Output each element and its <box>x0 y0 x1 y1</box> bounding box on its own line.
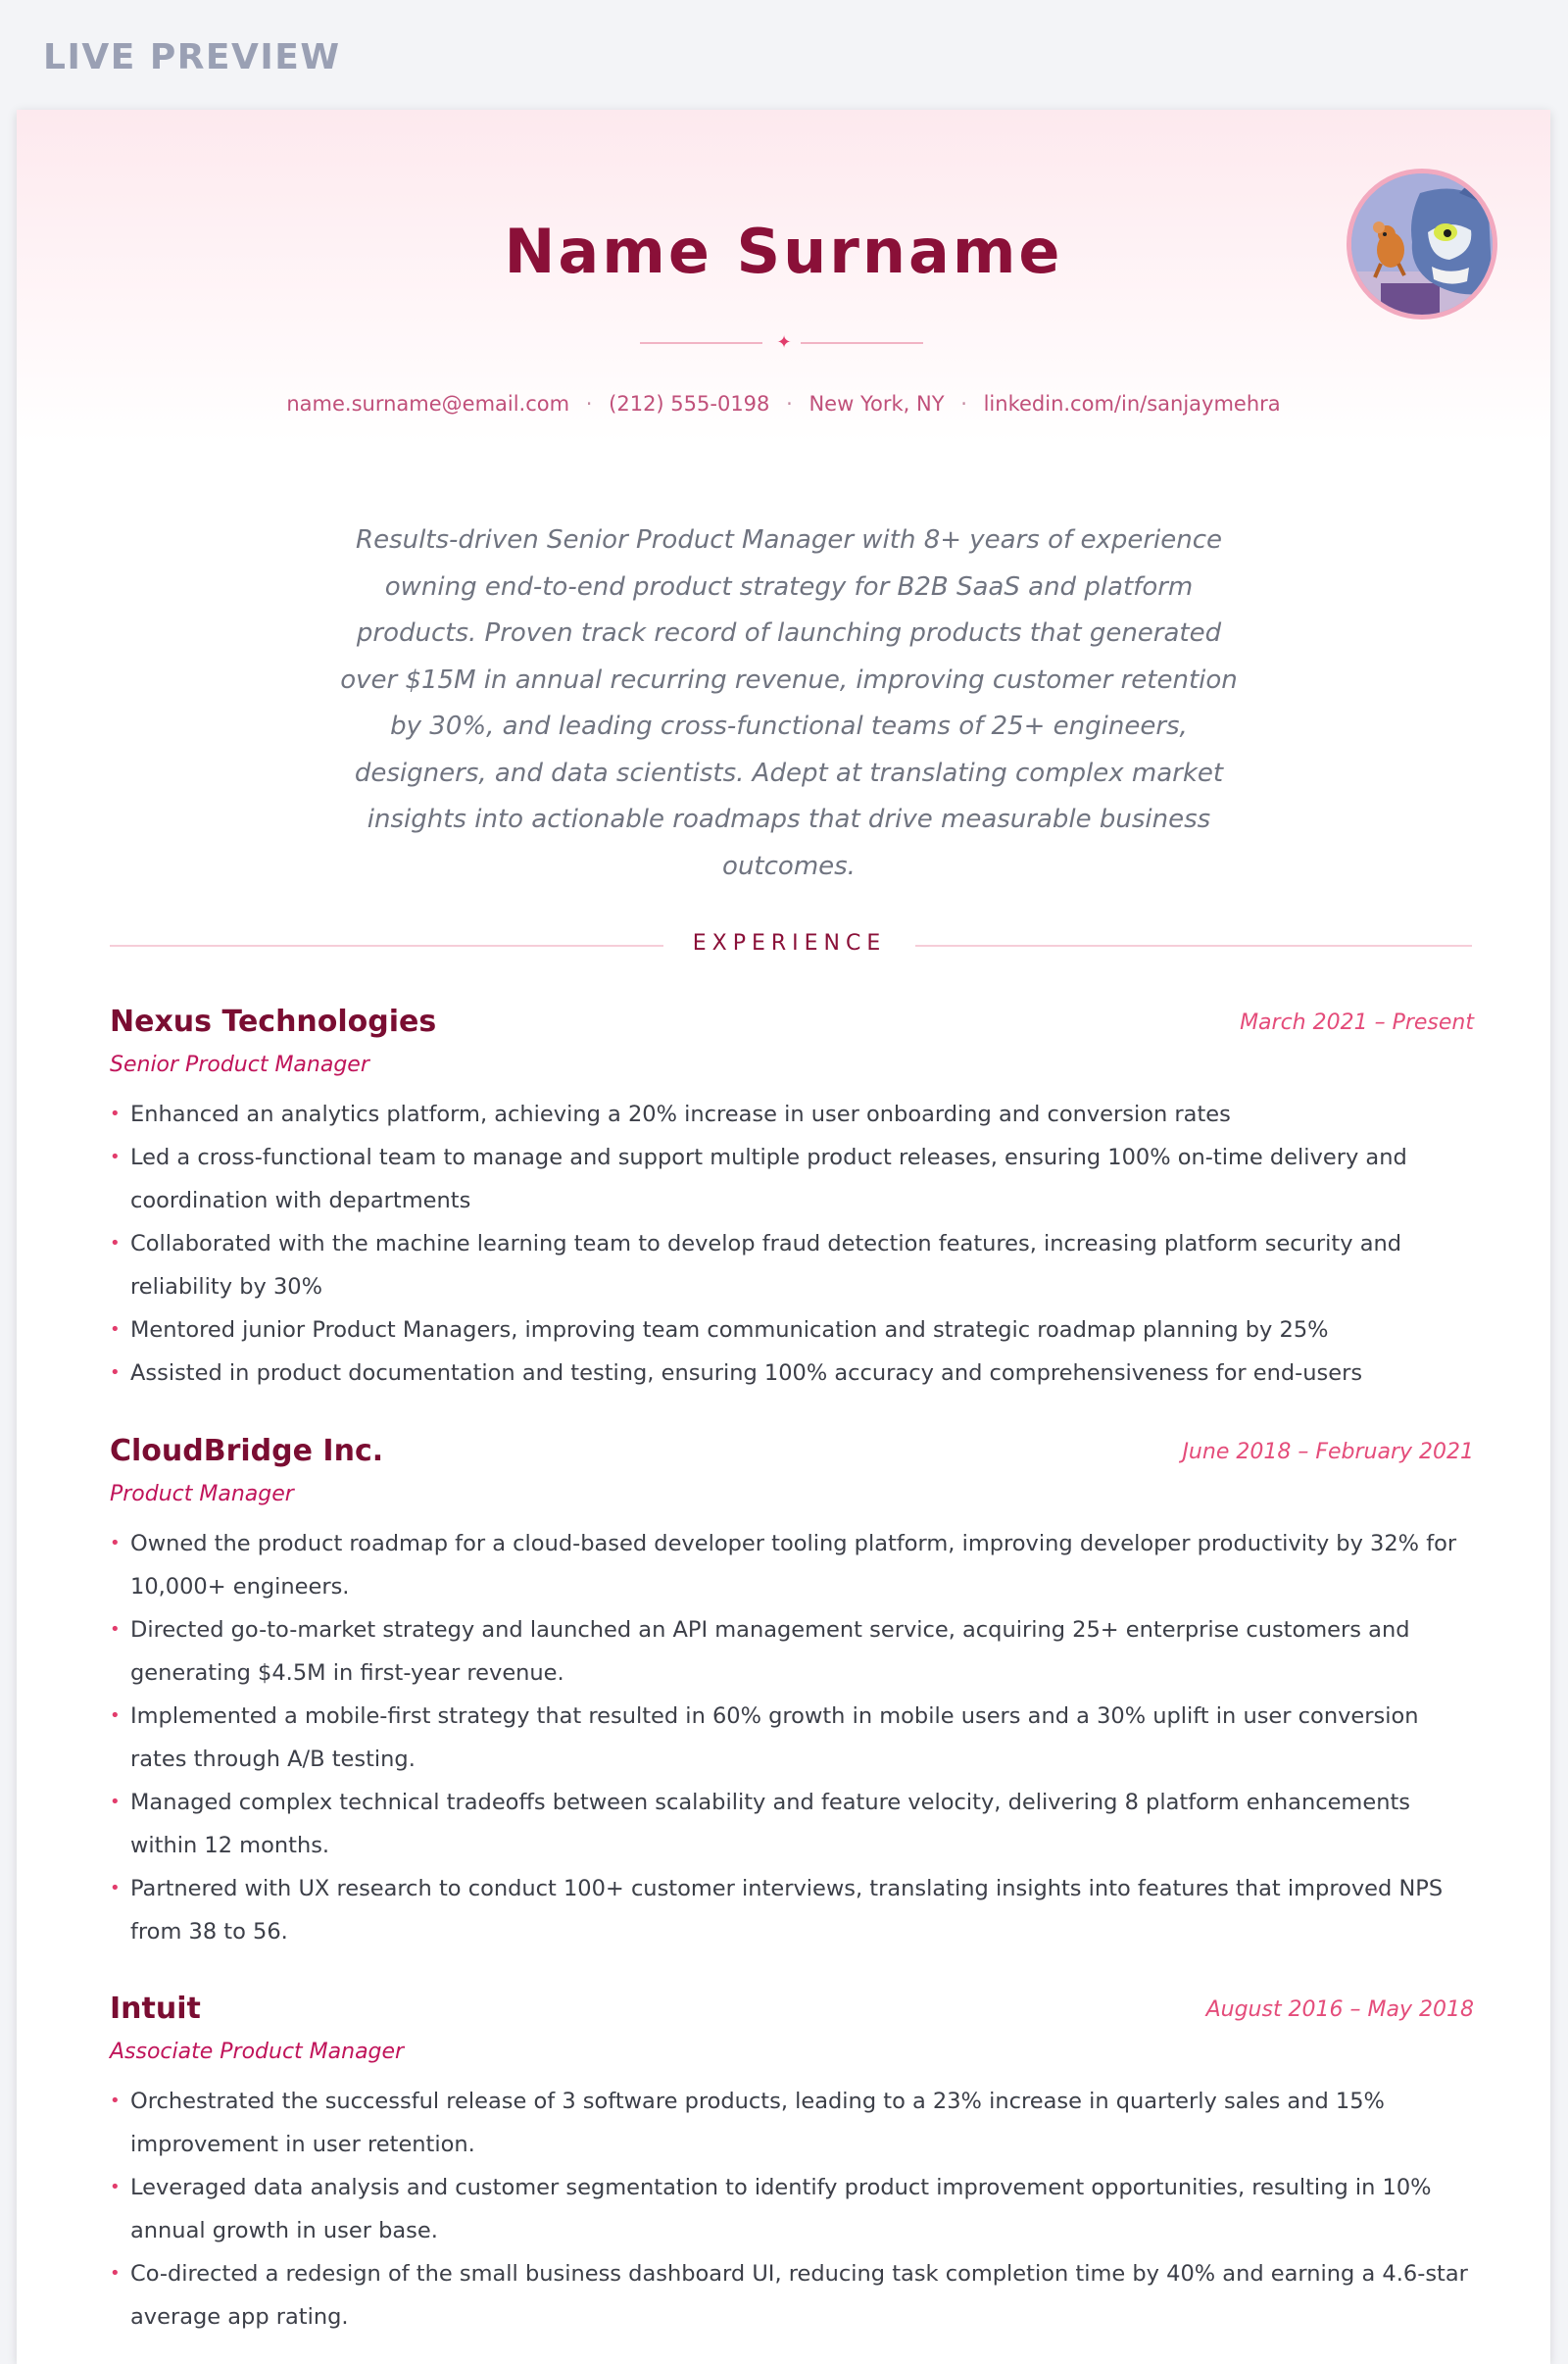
name-divider <box>17 333 1550 353</box>
achievement-bullet: • Assisted in product documentation and testing, ensuring 100% accuracy and comprehensiveness for end-users <box>110 1352 1474 1395</box>
contact-email: name.surname@email.com <box>286 392 570 416</box>
contact-separator: · <box>960 392 967 416</box>
employment-dates: August 2016 – May 2018 <box>1205 1997 1474 2022</box>
achievement-list <box>110 1522 1474 1953</box>
contact-line <box>17 392 1550 416</box>
achievement-bullet: • Collaborated with the machine learning team to develop fraud detection features, increasing platform security and reliability by 30% <box>110 1222 1474 1308</box>
resume-name: Name Surname <box>504 216 1063 287</box>
achievement-bullet: • Co-directed a redesign of the small business dashboard UI, reducing task completion time by 40% and earning a 4.6-star average app rating. <box>110 2252 1474 2339</box>
achievement-list <box>110 1093 1474 1395</box>
company-name: CloudBridge Inc. <box>110 1434 384 1468</box>
achievement-list <box>110 2080 1474 2339</box>
contact-location: New York, NY <box>808 392 945 416</box>
experience-entry <box>110 1992 1474 2339</box>
contact-separator: · <box>585 392 593 416</box>
job-title: Senior Product Manager <box>110 1053 369 1077</box>
achievement-bullet: • Orchestrated the successful release of 3 software products, leading to a 23% increase in quarterly sales and 15% improvement in user retention. <box>110 2080 1474 2166</box>
employment-dates: March 2021 – Present <box>1240 1010 1474 1035</box>
achievement-bullet: • Enhanced an analytics platform, achieving a 20% increase in user onboarding and conversion rates <box>110 1093 1474 1136</box>
experience-entry <box>110 1434 1474 1953</box>
company-name: Intuit <box>110 1992 201 2026</box>
achievement-bullet: • Directed go-to-market strategy and launched an API management service, acquiring 25+ enterprise customers and generating $4.5M in first-year revenue. <box>110 1608 1474 1695</box>
resume-header <box>17 110 1550 443</box>
contact-phone: (212) 555-0198 <box>609 392 770 416</box>
diamond-icon: ✦ <box>776 332 792 353</box>
resume-page <box>17 110 1550 2364</box>
achievement-bullet: • Leveraged data analysis and customer segmentation to identify product improvement opportunities, resulting in 10% annual growth in user base. <box>110 2166 1474 2252</box>
job-title: Associate Product Manager <box>110 2040 405 2064</box>
experience-entry <box>110 1005 1474 1395</box>
divider-line-left <box>640 342 762 344</box>
section-rule-left <box>110 945 663 947</box>
achievement-bullet: • Mentored junior Product Managers, improving team communication and strategic roadmap planning by 25% <box>110 1308 1474 1352</box>
achievement-bullet: • Partnered with UX research to conduct 100+ customer interviews, translating insights into features that improved NPS from 38 to 56. <box>110 1867 1474 1953</box>
experience-section-heading <box>110 931 1472 960</box>
section-rule-right <box>915 945 1472 947</box>
experience-title: EXPERIENCE <box>692 931 887 956</box>
profile-photo-avatar <box>1347 169 1497 320</box>
divider-line-right <box>801 342 923 344</box>
cartoon-avatar-image <box>1351 173 1493 315</box>
contact-separator: · <box>786 392 793 416</box>
job-title: Product Manager <box>110 1482 294 1506</box>
company-name: Nexus Technologies <box>110 1005 437 1039</box>
achievement-bullet: • Managed complex technical tradeoffs between scalability and feature velocity, delivering 8 platform enhancements within 12 months. <box>110 1781 1474 1867</box>
profile-summary: Results-driven Senior Product Manager with 8+ years of experience owning end-to-end product strategy for B2B SaaS and platform products. Proven track record of launching products that generated over $15M in annual recurring revenue, improving customer retention by 30%, and leading cross-functional teams of 25+ engineers, designers, and data scientists. Adept at translating complex market insights into actionable roadmaps that drive measurable business outcomes. <box>340 525 1238 881</box>
achievement-bullet: • Led a cross-functional team to manage and support multiple product releases, ensuring 100% on-time delivery and coordination with departments <box>110 1136 1474 1222</box>
achievement-bullet: • Owned the product roadmap for a cloud-based developer tooling platform, improving developer productivity by 32% for 10,000+ engineers. <box>110 1522 1474 1608</box>
live-preview-label: LIVE PREVIEW <box>43 37 341 77</box>
achievement-bullet: • Implemented a mobile-first strategy that resulted in 60% growth in mobile users and a 30% uplift in user conversion rates through A/B testing. <box>110 1695 1474 1781</box>
employment-dates: June 2018 – February 2021 <box>1182 1440 1474 1464</box>
contact-linkedin: linkedin.com/in/sanjaymehra <box>983 392 1281 416</box>
